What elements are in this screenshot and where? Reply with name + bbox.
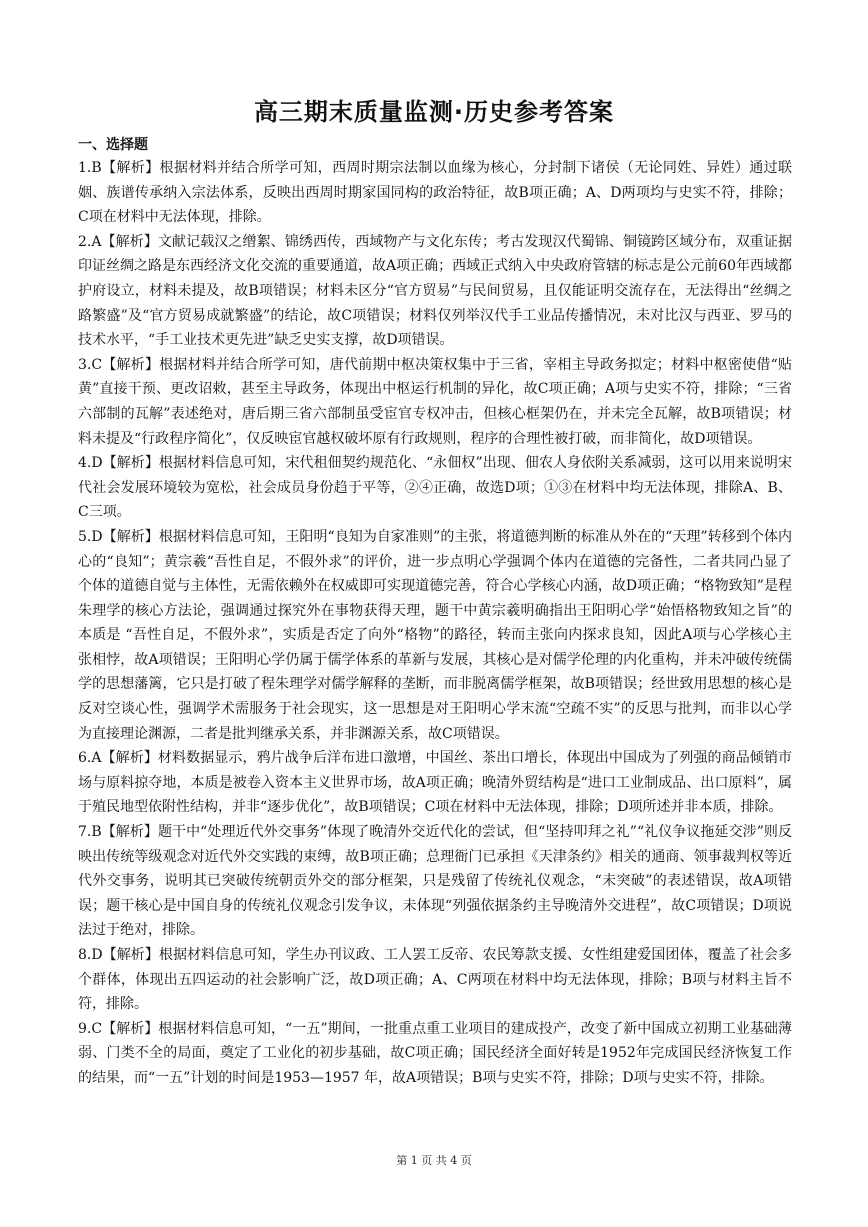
- section-heading: 一、选择题: [78, 137, 148, 153]
- document-title: 高三期末质量监测·历史参考答案: [253, 98, 615, 126]
- page-footer: 第 1 页 共 4 页: [396, 1154, 472, 1167]
- answer-8: 8.D【解析】根据材料信息可知，学生办刊议政、工人罢工反帝、农民筹款支援、女性组建爱国团体，覆盖了社会多个群体，体现出五四运动的社会影响广泛，故D项正确；A、C两项在材料中均无法体现，排除；B项与材料主旨不符，排除。: [78, 947, 792, 1013]
- document-body: [78, 134, 792, 1091]
- answer-1: 1.B【解析】根据材料并结合所学可知，西周时期宗法制以血缘为核心，分封制下诸侯（无论同姓、异姓）通过联姻、族谱传承纳入宗法体系，反映出西周时期家国同构的政治特征，故B项正确；A、D两项均与史实不符，排除；C项在材料中无法体现，排除。: [78, 160, 792, 226]
- answer-3: 3.C【解析】根据材料并结合所学可知，唐代前期中枢决策权集中于三省，宰相主导政务拟定；材料中枢密使借“贴黄”直接干预、更改诏敕，甚至主导政务，体现出中枢运行机制的异化，故C项正确；A项与史实不符，排除；“三省六部制的瓦解”表述绝对，唐后期三省六部制虽受宦官专权冲击，但核心框架仍在，并未完全瓦解，故B项错误；材料未提及“行政程序简化”，仅反映宦官越权破坏原有行政规则，程序的合理性被打破，而非简化，故D项错误。: [78, 356, 792, 447]
- answer-2: 2.A【解析】文献记载汉之缯絮、锦绣西传，西域物产与文化东传；考古发现汉代蜀锦、铜镜跨区域分布，双重证据印证丝绸之路是东西经济文化交流的重要通道，故A项正确；西域正式纳入中央政府管辖的标志是公元前60年西域都护府设立，材料未提及，故B项错误；材料未区分“官方贸易”与民间贸易，且仅能证明交流存在，无法得出“丝绸之路繁盛”及“官方贸易成就繁盛”的结论，故C项错误；材料仅列举汉代手工业品传播情况，未对比汉与西亚、罗马的技术水平，“手工业技术更先进”缺乏史实支撑，故D项错误。: [78, 233, 792, 349]
- answer-5: 5.D【解析】根据材料信息可知，王阳明“良知为自家准则”的主张，将道德判断的标准从外在的“天理”转移到个体内心的“良知”；黄宗羲“吾性自足，不假外求”的评价，进一步点明心学强调个体内在道德的完备性，二者共同凸显了个体的道德自觉与主体性，无需依赖外在权威即可实现道德完善，符合心学核心内涵，故D项正确；“格物致知”是程朱理学的核心方法论，强调通过探究外在事物获得天理，题干中黄宗羲明确指出王阳明心学“始悟格物致知之旨”的本质是 “吾性自足，不假外求”，实质是否定了向外“格物”的路径，转而主张向内探求良知，因此A项与心学核心主张相悖，故A项错误；王阳明心学仍属于儒学体系的革新与发展，其核心是对儒学伦理的内化重构，并未冲破传统儒学的思想藩篱，它只是打破了程朱理学对儒学解释的垄断，而非脱离儒学框架，故B项错误；经世致用思想的核心是反对空谈心性，强调学术需服务于社会现实，这一思想是对王阳明心学末流“空疏不实”的反思与批判，而非以心学为直接理论渊源，二者是批判继承关系，并非渊源关系，故C项错误。: [78, 528, 792, 742]
- answer-9: 9.C【解析】根据材料信息可知，“一五”期间，一批重点重工业项目的建成投产，改变了新中国成立初期工业基础薄弱、门类不全的局面，奠定了工业化的初步基础，故C项正确；国民经济全面好转是1952年完成国民经济恢复工作的结果，而“一五”计划的时间是1953—1957 年，故A项错误；B项与史实不符，排除；D项与史实不符，排除。: [78, 1020, 792, 1086]
- answer-7: 7.B【解析】题干中“处理近代外交事务”体现了晚清外交近代化的尝试，但“坚持叩拜之礼”“礼仪争议拖延交涉”则反映出传统等级观念对近代外交实践的束缚，故B项正确；总理衙门已承担《天津条约》相关的通商、领事裁判权等近代外交事务，说明其已突破传统朝贡外交的部分框架，只是残留了传统礼仪观念，“未突破”的表述错误，故A项错误；题干核心是中国自身的传统礼仪观念引发争议，未体现“列强依据条约主导晚清外交进程”，故C项错误；D项说法过于绝对，排除。: [78, 824, 792, 939]
- answer-6: 6.A【解析】材料数据显示，鸦片战争后洋布进口激增，中国丝、茶出口增长，体现出中国成为了列强的商品倾销市场与原料掠夺地，本质是被卷入资本主义世界市场，故A项正确；晚清外贸结构是“进口工业制成品、出口原料”，属于殖民地型依附性结构，并非“逐步优化”，故B项错误；C项在材料中无法体现，排除；D项所述并非本质，排除。: [78, 750, 792, 816]
- answer-4: 4.D【解析】根据材料信息可知，宋代租佃契约规范化、“永佃权”出现、佃农人身依附关系减弱，这可以用来说明宋代社会发展环境较为宽松，社会成员身份趋于平等，②④正确，故选D项；①③在材料中均无法体现，排除A、B、C三项。: [78, 455, 792, 521]
